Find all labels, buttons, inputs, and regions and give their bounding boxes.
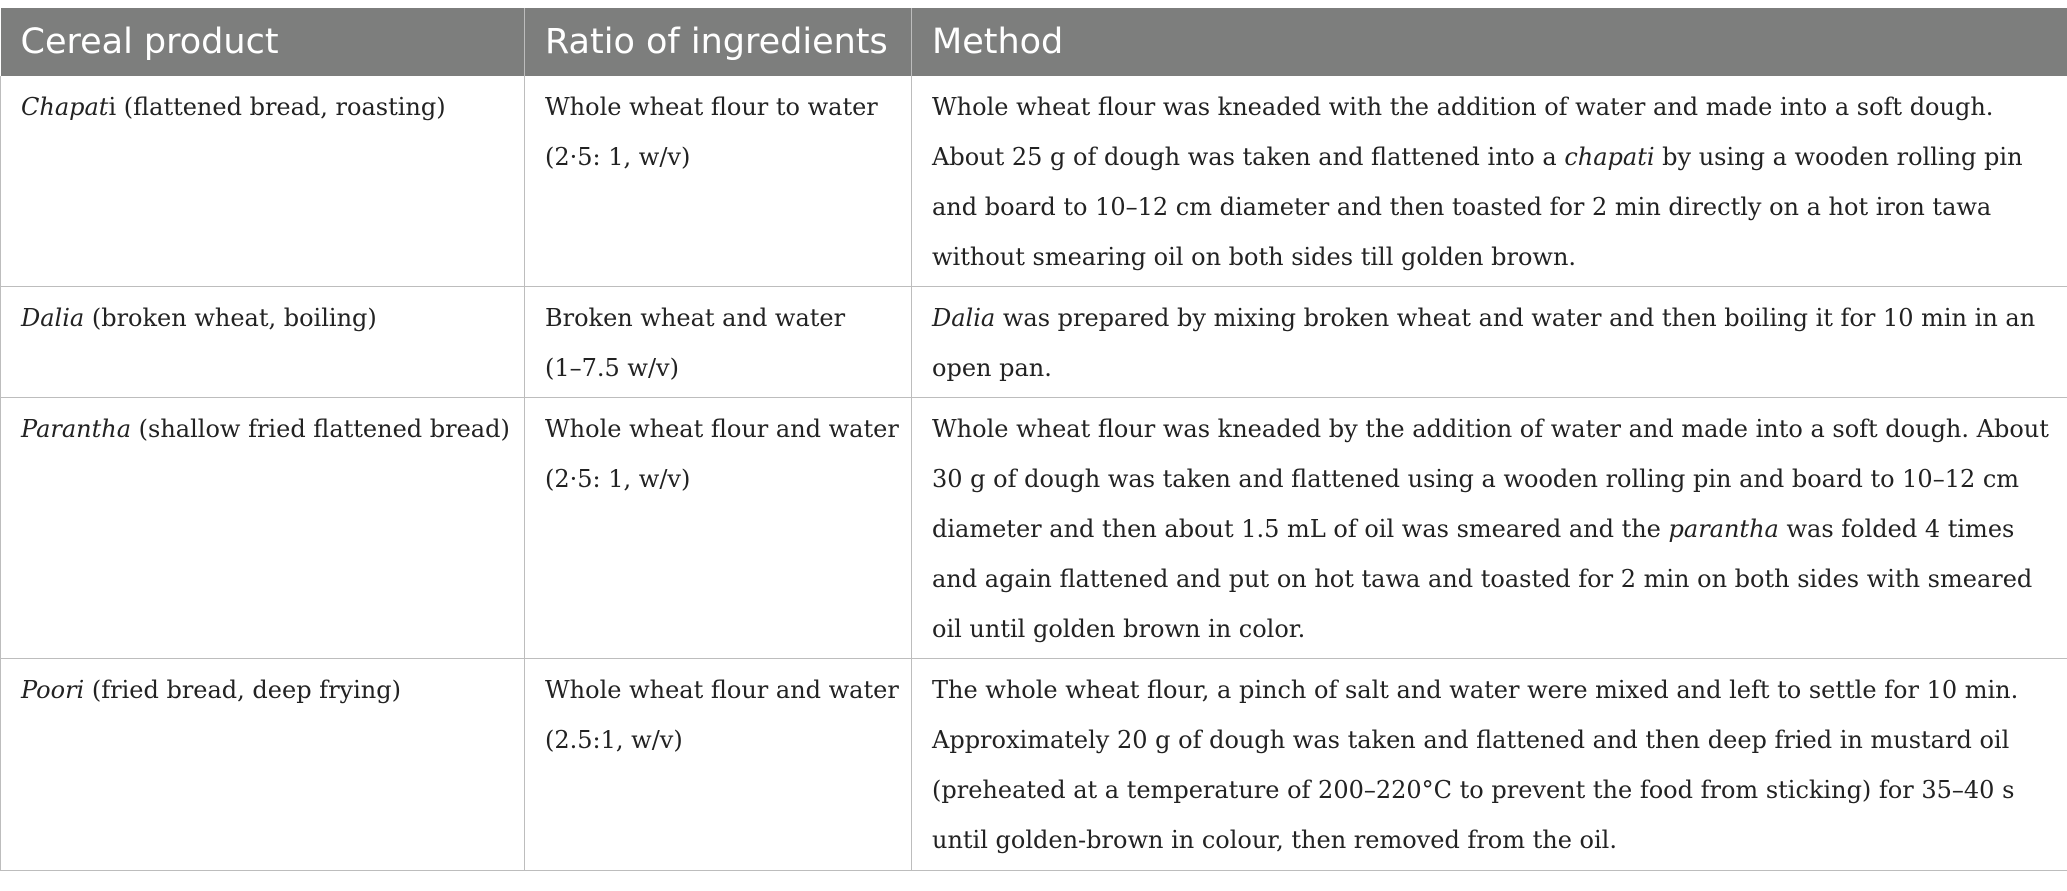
cell-ratio bbox=[525, 76, 912, 287]
product-name: Parantha bbox=[21, 415, 132, 443]
method-text: Whole wheat flour was kneaded with the addition of water and made into a soft dough. About 25 g of dough was taken and flattened into a bbox=[932, 93, 1994, 171]
cell-product bbox=[1, 287, 525, 398]
method-text: The whole wheat flour, a pinch of salt and water were mixed and left to settle for 10 min. Approximately 20 g of dough was taken and flattened and then deep fried in mustard oil (preheated at a temperature of 200–220°C to prevent the food from sticking) for 35–40 s until golden-brown in colour, then removed from the oil. bbox=[932, 676, 2019, 854]
header-method: Method bbox=[912, 8, 2067, 76]
cereal-methods-table bbox=[0, 8, 2067, 871]
method-text: Whole wheat flour was kneaded by the addition of water and made into a soft dough. About 30 g of dough was taken and flattened using a wooden rolling pin and board to 10–12 cm diameter and then about 1.5 mL of oil was smeared and the bbox=[932, 415, 2049, 543]
ratio-value: (2·5: 1, w/v) bbox=[545, 143, 691, 171]
method-text-continued: was folded 4 times and again flattened and put on hot tawa and toasted for 2 min on both sides with smeared oil until golden brown in color. bbox=[932, 515, 2033, 643]
ratio-text: Broken wheat and water bbox=[545, 304, 846, 332]
header-cereal-product: Cereal product bbox=[1, 8, 525, 76]
cell-product bbox=[1, 76, 525, 287]
ratio-text: Whole wheat flour and water bbox=[545, 676, 899, 704]
product-name: Dalia bbox=[21, 304, 85, 332]
product-description: (fried bread, deep frying) bbox=[84, 676, 401, 704]
ratio-text: Whole wheat flour to water bbox=[545, 93, 878, 121]
method-text-continued: was prepared by mixing broken wheat and water and then boiling it for 10 min in an open pan. bbox=[932, 304, 2036, 382]
product-description: i (flattened bread, roasting) bbox=[108, 93, 446, 121]
cell-product bbox=[1, 659, 525, 871]
table-row bbox=[1, 287, 2067, 398]
cell-product bbox=[1, 398, 525, 659]
product-name: Chapat bbox=[21, 93, 109, 121]
product-name: Poori bbox=[21, 676, 85, 704]
cell-method bbox=[912, 76, 2067, 287]
product-description: (shallow fried flattened bread) bbox=[131, 415, 510, 443]
cell-ratio bbox=[525, 287, 912, 398]
data-table-container bbox=[0, 8, 2067, 871]
cell-method bbox=[912, 398, 2067, 659]
ratio-text: Whole wheat flour and water bbox=[545, 415, 899, 443]
cell-ratio bbox=[525, 659, 912, 871]
ratio-value: (1–7.5 w/v) bbox=[545, 354, 679, 382]
method-text-continued: by using a wooden rolling pin and board to 10–12 cm diameter and then toasted for 2 min directly on a hot iron tawa without smearing oil on both sides till golden brown. bbox=[932, 143, 2023, 271]
product-description: (broken wheat, boiling) bbox=[84, 304, 377, 332]
cell-ratio bbox=[525, 398, 912, 659]
method-term: Dalia bbox=[932, 304, 996, 332]
ratio-value: (2.5:1, w/v) bbox=[545, 726, 683, 754]
table-row bbox=[1, 398, 2067, 659]
header-ratio-of-ingredients: Ratio of ingredients bbox=[525, 8, 912, 76]
table-header-row bbox=[1, 8, 2067, 76]
table-row bbox=[1, 76, 2067, 287]
cell-method bbox=[912, 287, 2067, 398]
table-row bbox=[1, 659, 2067, 871]
ratio-value: (2·5: 1, w/v) bbox=[545, 465, 691, 493]
method-term: parantha bbox=[1668, 515, 1779, 543]
cell-method bbox=[912, 659, 2067, 871]
method-term: chapati bbox=[1564, 143, 1655, 171]
